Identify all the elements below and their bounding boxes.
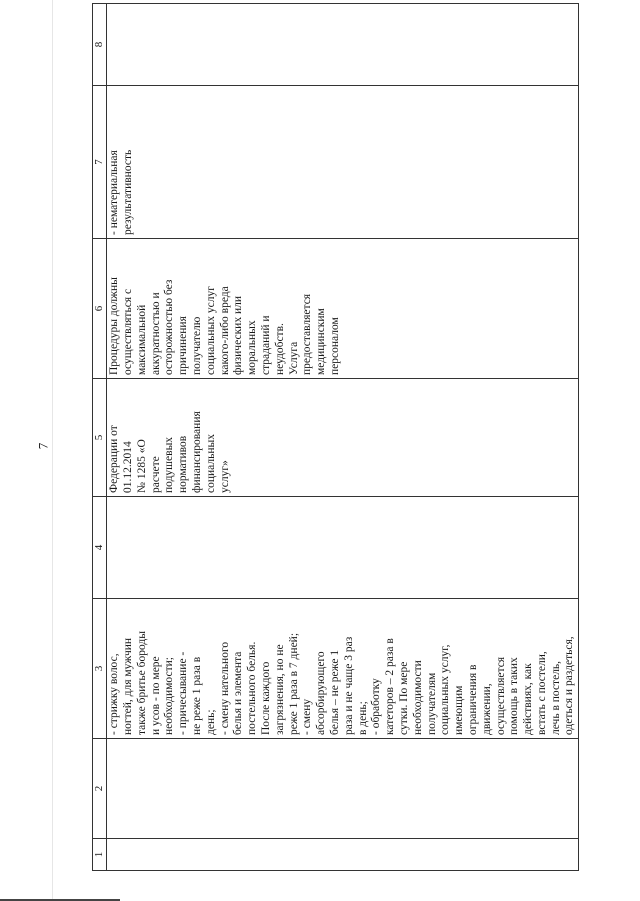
text-line: социальных услуг xyxy=(204,286,217,375)
text-line: - смену нательного xyxy=(218,641,231,735)
text-line: белья и элемента xyxy=(232,651,245,735)
text-line: необходимости; xyxy=(163,657,176,735)
header-col-7: 7 xyxy=(93,86,107,239)
cell-col-8 xyxy=(107,4,579,86)
text-line: встать с постели, xyxy=(535,651,548,735)
text-line: ограничения в xyxy=(466,664,479,735)
text-line: - обработку xyxy=(370,678,383,735)
text-line: одеться и раздеться, xyxy=(563,636,576,735)
text-line: услуг» xyxy=(218,460,231,493)
header-col-2: 2 xyxy=(93,739,107,839)
text-line: - стрижку волос, xyxy=(108,653,121,735)
text-line: причинения xyxy=(177,316,190,375)
text-line: социальных услуг, xyxy=(439,644,452,735)
text-line: осуществляться с xyxy=(121,288,134,375)
text-line: получателям xyxy=(425,672,438,735)
text-line: помощь в таких xyxy=(508,657,521,735)
text-line: раза и не чаще 3 раз xyxy=(342,636,355,735)
text-line: в день; xyxy=(356,701,369,735)
text-line: - смену xyxy=(301,698,314,735)
text-line: не реже 1 раза в xyxy=(190,656,203,735)
text-line: - нематериальная xyxy=(108,150,121,235)
text-line: физических или xyxy=(232,296,245,375)
text-line: социальных xyxy=(204,434,217,493)
text-line: осторожностью без xyxy=(163,279,176,375)
text-line: движении, xyxy=(480,683,493,735)
text-line: белья – не реже 1 xyxy=(328,649,341,735)
text-line: необходимости xyxy=(411,660,424,735)
text-line: моральных xyxy=(246,320,259,375)
text-line: предоставляется xyxy=(301,293,314,375)
text-line: подушевых xyxy=(163,436,176,493)
text-line: лечь в постель, xyxy=(549,660,562,735)
text-line: 01.12.2014 xyxy=(121,441,134,493)
text-line: действиях, как xyxy=(522,663,535,735)
text-line: персоналом xyxy=(328,317,341,375)
text-line: осуществляется xyxy=(494,656,507,735)
header-col-3: 3 xyxy=(93,599,107,739)
cell-col-3-service-description xyxy=(107,599,579,739)
text-line: После каждого xyxy=(259,661,272,735)
text-line: катеторов – 2 раза в xyxy=(384,638,397,735)
text-line: Процедуры должны xyxy=(108,277,121,375)
header-col-4: 4 xyxy=(93,497,107,599)
cell-col-7-results xyxy=(107,86,579,239)
text-line: расчете xyxy=(149,456,162,493)
header-row xyxy=(93,4,107,871)
text-line: абсорбирующего xyxy=(315,651,328,735)
cell-col-1 xyxy=(107,839,579,871)
text-line: страданий и xyxy=(259,315,272,375)
text-line: Федерации от xyxy=(108,425,121,493)
text-line: имеющим xyxy=(453,685,466,735)
text-line: день; xyxy=(204,709,217,735)
text-line: реже 1 раза в 7 дней; xyxy=(287,632,300,735)
text-line: и усов - по мере xyxy=(149,656,162,735)
text-line: какого-либо вреда xyxy=(218,286,231,375)
text-line: ногтей, для мужчин xyxy=(121,637,134,735)
text-line: также бритье бороды xyxy=(135,631,148,735)
text-line: аккуратностью и xyxy=(149,292,162,375)
text-line: загрязнения, но не xyxy=(273,644,286,735)
cell-col-4 xyxy=(107,497,579,599)
text-line: неудобств. xyxy=(273,323,286,375)
text-line: финансирования xyxy=(190,411,203,493)
page-number: 7 xyxy=(35,442,51,450)
cell-col-6-conditions xyxy=(107,239,579,379)
services-table xyxy=(92,3,579,871)
scan-edge-shadow xyxy=(52,0,53,901)
text-line: получателю xyxy=(190,316,203,375)
header-col-6: 6 xyxy=(93,239,107,379)
text-line: нормативов xyxy=(177,435,190,493)
header-col-1: 1 xyxy=(93,839,107,871)
text-line: результативность xyxy=(121,149,134,235)
header-col-5: 5 xyxy=(93,379,107,497)
text-line: № 1285 «О xyxy=(135,439,148,493)
text-line: постельного белья. xyxy=(246,641,259,735)
header-col-8: 8 xyxy=(93,4,107,86)
cell-col-5-legal-basis xyxy=(107,379,579,497)
text-line: максимальной xyxy=(135,304,148,375)
rotated-table-wrapper xyxy=(92,4,576,871)
text-line: - причесывание - xyxy=(177,651,190,735)
text-line: медицинским xyxy=(315,308,328,375)
table-row xyxy=(107,4,579,871)
cell-col-2 xyxy=(107,739,579,839)
text-line: сутки. По мере xyxy=(397,661,410,735)
text-line: Услуга xyxy=(287,341,300,375)
